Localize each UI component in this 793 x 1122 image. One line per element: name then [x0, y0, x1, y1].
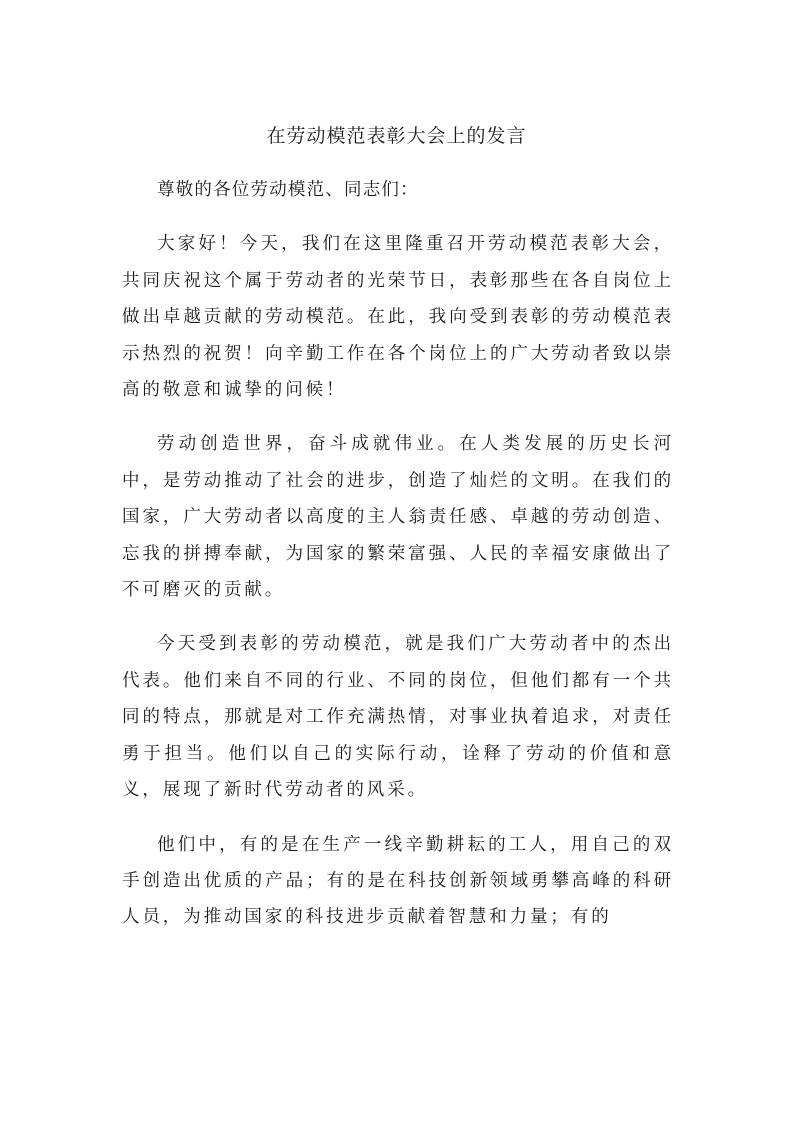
paragraph-4: 他们中，有的是在生产一线辛勤耕耘的工人，用自己的双手创造出优质的产品；有的是在科技创新领域勇攀高峰的科研人员，为推动国家的科技进步贡献着智慧和力量；有的: [122, 834, 674, 928]
paragraph-2: 劳动创造世界，奋斗成就伟业。在人类发展的历史长河中，是劳动推动了社会的进步，创造了灿烂的文明。在我们的国家，广大劳动者以高度的主人翁责任感、卓越的劳动创造、忘我的拼搏奉献，为国家的繁荣富强、人民的幸福安康做出了不可磨灭的贡献。: [122, 434, 674, 601]
document-body: [122, 172, 674, 954]
document-title: 在劳动模范表彰大会上的发言: [266, 125, 527, 147]
paragraph-3: 今天受到表彰的劳动模范，就是我们广大劳动者中的杰出代表。他们来自不同的行业、不同的岗位，但他们都有一个共同的特点，那就是对工作充满热情，对事业执着追求，对责任勇于担当。他们以自己的实际行动，诠释了劳动的价值和意义，展现了新时代劳动者的风采。: [122, 634, 674, 801]
salutation: 尊敬的各位劳动模范、同志们：: [157, 180, 419, 200]
paragraph-1: 大家好！今天，我们在这里隆重召开劳动模范表彰大会，共同庆祝这个属于劳动者的光荣节日，表彰那些在各自岗位上做出卓越贡献的劳动模范。在此，我向受到表彰的劳动模范表示热烈的祝贺！向辛勤工作在各个岗位上的广大劳动者致以崇高的敬意和诚挚的问候！: [122, 234, 674, 401]
